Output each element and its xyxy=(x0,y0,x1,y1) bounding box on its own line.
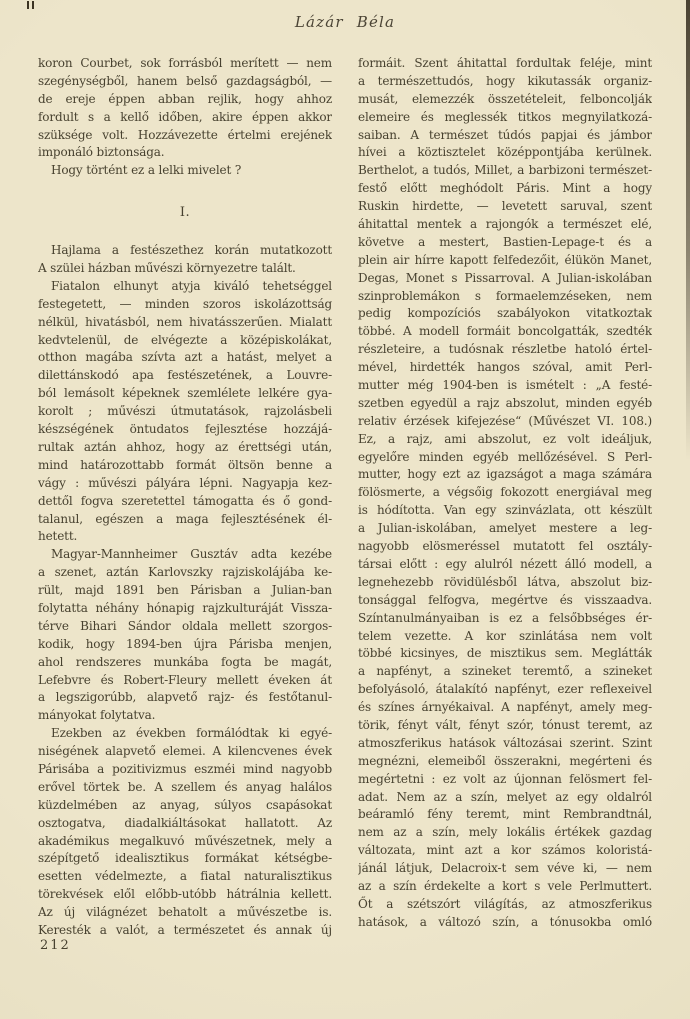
text-line: erővel törtek be. A szellem és anyag halálos xyxy=(38,779,332,794)
text-line: törik, fényt vált, fényt szór, tónust teremt, az xyxy=(358,717,652,732)
scan-corner-mark xyxy=(27,1,34,9)
paragraph xyxy=(38,546,332,725)
paragraph xyxy=(358,55,652,932)
text-line: telem vezette. A kor szinlátása nem volt xyxy=(358,628,652,643)
text-line: festő előtt meghódolt Páris. Mint a hogy xyxy=(358,181,652,196)
text-line: mével, hirdették hangos szóval, amit Perl- xyxy=(358,360,652,375)
text-line: A szülei házban művészi környezetre talált. xyxy=(38,261,296,276)
running-head-author: Lázár Béla xyxy=(294,13,396,31)
scan-edge-shadow xyxy=(686,0,690,460)
text-line: nélkül, hivatásból, nem hivatásszerűen. Mialatt xyxy=(38,314,332,329)
text-line: befolyásoló, átalakító napfényt, ezer reflexeivel xyxy=(358,682,652,697)
text-line: elemeire és meglessék titkos megnyilatkozá- xyxy=(358,109,652,124)
text-line: Fiatalon elhunyt atyja kiváló tehetséggel xyxy=(51,278,332,293)
text-line: Párisába a pozitivizmus eszméi mind nagyobb xyxy=(38,761,332,776)
text-line: musát, elemezzék összetételeit, felboncolják xyxy=(358,91,652,106)
text-line: mutter még 1904-ben is ismételt : „A festé- xyxy=(358,378,652,393)
text-line: többé. A modell formáit boncolgatták, szedték xyxy=(358,324,652,339)
text-line: adat. Nem az a szín, melyet az egy oldalról xyxy=(358,789,652,804)
column-right xyxy=(358,55,652,940)
text-line: készségének öntudatos fejlesztése hozzájá- xyxy=(38,422,332,437)
paragraph xyxy=(38,55,332,162)
text-line: megnézni, elemeiből összerakni, megérteni és xyxy=(358,753,652,768)
column-left xyxy=(38,55,332,940)
text-line: fölösmerte, a végsőig fokozott energiával meg xyxy=(358,485,652,500)
text-line: szépítgető idealisztikus formákat kétségbe- xyxy=(38,851,332,866)
text-line: Keresték a valót, a természetet és annak új xyxy=(38,922,332,937)
text-line: festegetett, — minden szoros iskolázottság xyxy=(38,296,332,311)
text-line: szinproblemákon s formaelemzéseken, nem xyxy=(358,288,652,303)
paragraph xyxy=(38,242,332,278)
text-line: Színtanulmányaiban is ez a felsőbbséges ér- xyxy=(358,610,652,625)
text-line: hetett. xyxy=(38,529,78,544)
text-line: ahol rendszeres munkába fogta be magát, xyxy=(38,654,332,669)
text-line: is hódította. Van egy szinvázlata, ott készült xyxy=(358,503,652,518)
text-line: Hogy történt ez a lelki mivelet ? xyxy=(51,163,242,178)
text-line: niségének alapvető elemei. A kilencvenes évek xyxy=(38,744,332,759)
text-line: ból lemásolt képeknek szemlélete lelkére gya- xyxy=(38,386,332,401)
text-line: rült, majd 1891 ben Párisban a Julian-ban xyxy=(38,583,332,598)
text-line: imponáló biztonsága. xyxy=(38,145,165,160)
text-line: kodik, hogy 1894-ben újra Párisba menjen, xyxy=(38,636,332,651)
text-line: atmoszferikus hatások változásai szerint. Szint xyxy=(358,735,652,750)
text-line: szüksége volt. Hozzávezette értelmi erejének xyxy=(38,127,332,142)
text-line: nem az a szín, mely lokális értékek gazdag xyxy=(358,825,652,840)
text-line: hatások, a változó szín, a tónusokba omló xyxy=(358,914,652,929)
text-line: akadémikus megalkuvó művészetnek, mely a xyxy=(38,833,332,848)
text-line: küzdelmében az anyag, súlyos csapásokat xyxy=(38,797,332,812)
text-line: térve Bihari Sándor oldala mellett szorgos- xyxy=(38,618,332,633)
text-line: vágy : művészi pályára lépni. Nagyapja kez- xyxy=(38,475,332,490)
text-line: Berthelot, a tudós, Millet, a barbizoni természet- xyxy=(358,163,652,178)
paragraph xyxy=(38,278,332,546)
text-line: legnehezebb rövidülésből látva, abszolut biz- xyxy=(358,574,652,589)
text-line: egyelőre minden egyéb mellőzésével. S Perl- xyxy=(358,449,652,464)
paragraph xyxy=(38,162,332,180)
text-line: társai előtt : egy alulról nézett álló modell, a xyxy=(358,556,652,571)
text-line: Ruskin hirdette, — levetett saruval, szent xyxy=(358,199,652,214)
text-line: a Julian-iskolában, amelyet mestere a leg- xyxy=(358,521,652,536)
text-line: nagyobb elösmeréssel mutatott fel osztály- xyxy=(358,539,652,554)
text-line: kedvtelenül, de elvégezte a középiskolákat, xyxy=(38,332,332,347)
text-line: a szenet, aztán Karlovszky rajziskolájába ke- xyxy=(38,565,332,580)
text-line: koron Courbet, sok forrásból merített — nem xyxy=(38,56,332,70)
text-line: jánál látjuk, Delacroix-t sem véve ki, — nem xyxy=(358,861,652,876)
text-line: és színes árnyékaival. A napfényt, amely meg- xyxy=(358,700,652,715)
text-line: plein air hírre kapott felfedezőit, élükön Manet, xyxy=(358,252,652,267)
text-line: dettől fogva szeretettel támogatta és ő gond- xyxy=(38,493,332,508)
text-line: de ereje éppen abban rejlik, hogy ahhoz xyxy=(38,91,332,106)
text-line: tonsággal felfogva, megértve és visszaadva. xyxy=(358,592,652,607)
text-line: áhitattal mentek a rajongók a természet elé, xyxy=(358,217,652,232)
text-line: a napfényt, a szineket teremtő, a szineket xyxy=(358,664,652,679)
page-number: 212 xyxy=(40,938,71,953)
text-line: Magyar-Mannheimer Gusztáv adta kezébe xyxy=(51,547,332,562)
text-columns xyxy=(38,55,652,940)
text-line: Őt a szétszórt világítás, az atmoszferikus xyxy=(358,896,652,911)
text-line: beáramló fény teremt, mint Rembrandtnál, xyxy=(358,807,652,822)
text-line: többé kicsinyes, de misztikus sem. Meglátták xyxy=(358,646,652,661)
text-line: talanul, egészen a maga fejlesztésének él- xyxy=(38,511,332,526)
text-line: követve a mestert, Bastien-Lepage-t és a xyxy=(358,234,652,249)
text-line: folytatta néhány hónapig rajzkulturáját Vissza- xyxy=(38,600,332,615)
text-line: saiban. A természet túdós papjai és jámbor xyxy=(358,127,652,142)
text-line: pedig kompozíciós szabályokon vitatkoztak xyxy=(358,306,652,321)
text-line: korolt ; művészi útmutatások, rajzolásbeli xyxy=(38,404,332,419)
text-line: Hajlama a festészethez korán mutatkozott xyxy=(51,243,332,258)
text-line: Ez, a rajz, ami abszolut, ez volt ideáljuk, xyxy=(358,431,652,446)
text-line: Degas, Monet s Pissarroval. A Julian-iskolában xyxy=(358,270,652,285)
text-line: szegénységből, hanem belső gazdagságból, — xyxy=(38,73,332,88)
paragraph xyxy=(38,725,332,940)
text-line: a természettudós, hogy kikutassák organiz- xyxy=(358,73,652,88)
text-line: részleteire, a tudósnak részletbe hatoló értel- xyxy=(358,342,652,357)
text-line: relativ érzések kifejezése“ (Művészet VI. 108.) xyxy=(358,413,652,428)
text-line: változata, mint azt a kor számos koloristá- xyxy=(358,843,652,858)
text-line: fordult s a kellő időben, akire éppen akkor xyxy=(38,109,332,124)
text-line: otthon magába szívta azt a hatást, melyet a xyxy=(38,350,332,365)
text-line: Ezekben az években formálódtak ki egyé- xyxy=(51,726,332,741)
text-line: törekvések elől előbb-utóbb hátrálnia kellett. xyxy=(38,887,332,902)
section-heading: I. xyxy=(179,205,191,221)
text-line: az a szín érdekelte a kort s vele Perlmuttert. xyxy=(358,878,652,893)
text-line: mind határozottabb formát öltsön benne a xyxy=(38,457,332,472)
text-line: mutter, hogy ezt az igazságot a maga számára xyxy=(358,467,652,482)
text-line: dilettánskodó apa festészetének, a Louvre- xyxy=(38,368,332,383)
text-line: a legszigorúbb, alapvető rajz- és festőtanul- xyxy=(38,690,332,705)
text-line: hívei a köztisztelet középpontjába kerülnek. xyxy=(358,145,652,160)
text-line: mányokat folytatva. xyxy=(38,708,156,723)
text-line: osztogatva, diadalkiáltásokat hallatott. Az xyxy=(38,815,332,830)
text-line: rultak aztán ahhoz, hogy az érettségi után, xyxy=(38,439,332,454)
text-line: Az új világnézet behatolt a művészetbe is. xyxy=(38,905,332,920)
text-line: megértetni : ez volt az újonnan felösmert fel- xyxy=(358,771,652,786)
text-line: formáit. Szent áhitattal fordultak feléje, mint xyxy=(358,56,652,70)
text-line: esetten védelmezte, a fiatal naturalisztikus xyxy=(38,869,332,884)
text-line: Lefebvre és Robert-Fleury mellett éveken át xyxy=(38,672,332,687)
text-line: szetben egyedül a rajz abszolut, minden egyéb xyxy=(358,395,652,410)
